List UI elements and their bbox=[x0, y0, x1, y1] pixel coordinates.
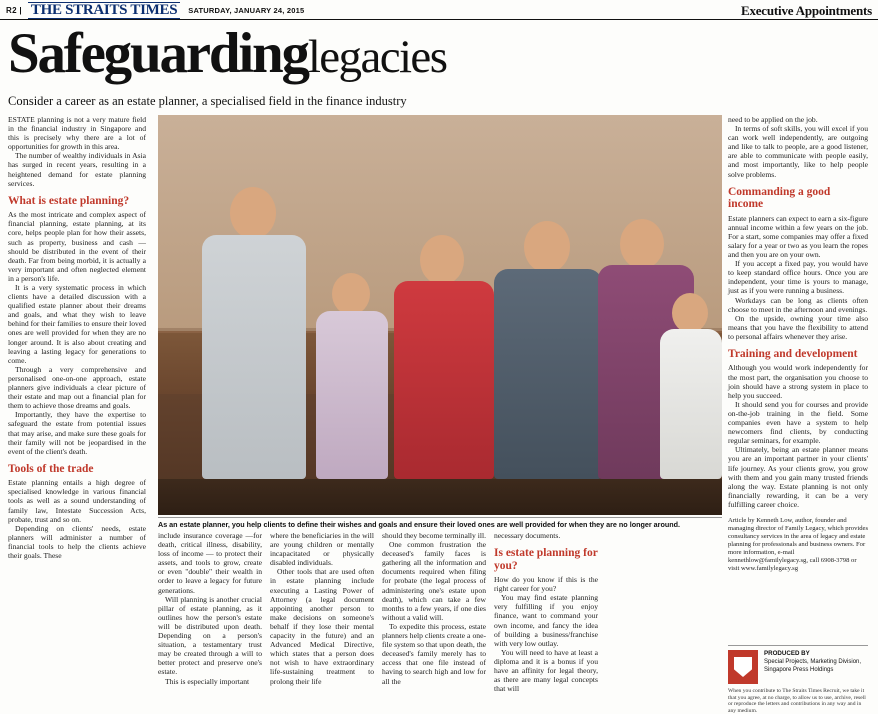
page-title bbox=[8, 22, 870, 85]
figure-grandmother bbox=[390, 229, 498, 479]
producer-lines: Special Projects, Marketing Division, Singapore Press Holdings bbox=[764, 659, 862, 673]
paragraph: On the upside, owning your time also means that you have the flexibility to attend to personal affairs whenever they arise. bbox=[728, 313, 868, 341]
paragraph: One common frustration the deceased's family faces is gathering all the information and documents required when filing for probate (the legal process of administering one's estate upon death), which can take a few months to a few years, if one dies without a valid will. bbox=[382, 540, 486, 622]
headline-bold: Safeguarding bbox=[8, 22, 308, 85]
standfirst: Consider a career as an estate planner, a specialised field in the finance industry bbox=[8, 94, 407, 108]
paragraph: Estate planning entails a high degree of specialised knowledge in various financial tools as well as a sound understanding of family law, Intestate Succession Acts, probate, trust and so on. bbox=[8, 478, 146, 524]
publication-logo: THE STRAITS TIMES bbox=[28, 2, 180, 19]
subhead-what-is-estate-planning: What is estate planning? bbox=[8, 194, 130, 207]
page-number: R2 | bbox=[6, 6, 22, 15]
paragraph: Importantly, they have the expertise to safeguard the estate from potential issues that may arise, and make sure these goals for their family will not be jeopardised in the event of the client's death. bbox=[8, 410, 146, 456]
column-4 bbox=[382, 531, 486, 686]
subhead-commanding-a-good-income: Commanding a good income bbox=[728, 185, 831, 211]
issue-date: SATURDAY, JANUARY 24, 2015 bbox=[188, 6, 305, 15]
paragraph: necessary documents. bbox=[494, 531, 561, 540]
paragraph: This is especially important bbox=[165, 676, 250, 686]
section-label: Executive Appointments bbox=[740, 2, 872, 18]
paragraph: Ultimately, being an estate planner means you are an important partner in your clients' life journey. As your clients grow, you grow with them and you gain many trusted friends along the way. Estate planning is not only financially rewarding, it can be a very fulfilling career choice. bbox=[728, 445, 868, 509]
paragraph: To expedite this process, estate planners help clients create a one-file system so that upon death, the deceased's family merely has to access that one file instead of having to search high and low for all the bbox=[382, 621, 486, 686]
paragraph: ESTATE planning is not a very mature field in the financial industry in Singapore and this is precisely why there are a lot of opportunities for growth in this area. bbox=[8, 115, 146, 152]
paragraph: Workdays can be long as clients often choose to meet in the afternoon and evenings. bbox=[728, 295, 868, 314]
figure-grandfather bbox=[488, 217, 608, 479]
subhead-training-and-development: Training and development bbox=[728, 347, 858, 360]
subhead-is-estate-planning-for-you: Is estate planning for you? bbox=[494, 547, 598, 572]
paragraph: In terms of soft skills, you will excel if you can work well independently, are outgoing and like to talk to people, are a good listener, are able to communicate with people easily, and most importantly, like to help people solve problems. bbox=[728, 124, 868, 179]
article-photo bbox=[158, 115, 722, 515]
figure-child-right bbox=[656, 289, 722, 479]
photo-floor bbox=[158, 479, 722, 515]
headline-light: legacies bbox=[307, 31, 447, 83]
author-credit: Article by Kenneth Low, author, founder and managing director of Family Legacy, which provides consultancy services in the area of legacy and estate planning for professionals and business owners. For more information, e-mail kennethlow@familylegacy.sg, call 6908-3798 or visit www.familylegacy.sg bbox=[728, 516, 869, 572]
paragraph: How do you know if this is the right career for you? bbox=[494, 575, 598, 594]
legal-notice: When you contribute to The Straits Times Recruit, we take it that you agree, at no charge, to allow us to use, archive, resell or reproduce the letters and contributions in any way and in any medium. bbox=[728, 688, 866, 714]
paragraph: should they become terminally ill. bbox=[382, 531, 486, 540]
paragraph: It is a very systematic process in which clients have a detailed discussion with a qualified estate planner about their dreams and goals, and what they wish to leave behind for their families to ensure their loved ones are well provided for when they are no longer around. It is also about creating and leaving a lasting legacy for generations to come. bbox=[8, 283, 146, 365]
column-2 bbox=[158, 531, 262, 686]
paragraph: Although you would work independently for the most part, the organisation you choose to join should have a strong system in place to help you succeed. bbox=[728, 363, 868, 400]
paragraph: You will need to have at least a diploma and it is a bonus if you have an affinity for legal theory, as there are many legal concepts that will bbox=[494, 647, 598, 694]
figure-child-left bbox=[308, 269, 396, 479]
sph-logo-icon bbox=[728, 650, 758, 684]
producer-title: PRODUCED BY bbox=[764, 650, 810, 657]
paragraph: Through a very comprehensive and personalised one-on-one approach, estate planners give individuals a clear picture of their estate and map out a financial plan for them to achieve those dreams and goals. bbox=[8, 364, 146, 411]
family-portrait-image bbox=[158, 115, 722, 515]
paragraph: Depending on clients' needs, estate planners will administer a number of financial tools to help the clients achieve their goals. These bbox=[8, 523, 146, 561]
article-grid bbox=[0, 115, 878, 694]
paragraph: where the beneficiaries in the will are young children or mentally incapacitated or physically disabled individuals. bbox=[270, 531, 374, 568]
photo-caption: As an estate planner, you help clients to define their wishes and goals and ensure their loved ones are well provided for when they are no longer around. bbox=[158, 517, 722, 529]
paragraph: Estate planners can expect to earn a six-figure annual income within a few years on the job. For a start, some companies may offer a fixed salary for a year or two as you learn the ropes and then you are on your own. bbox=[728, 213, 868, 260]
headline-block bbox=[0, 20, 878, 109]
producer-block bbox=[728, 645, 868, 684]
paragraph: Will planning is another crucial pillar of estate planning, as it outlines how the person's estate will be distributed upon death. Depending on a person's situation, a testamentary trust may be created through a will to better protect and preserve one's estate. bbox=[158, 594, 262, 677]
paragraph: The number of wealthy individuals in Asia has surged in recent years, resulting in a heightened demand for estate planning services. bbox=[8, 151, 146, 188]
paragraph: Other tools that are used often in estate planning include executing a Lasting Power of Attorney (a legal document appointing another person to make decisions on someone's behalf if they lose their mental capacity in the future) and an Advanced Medical Directive, which states that a person does not wish to have extraordinary life-sustaining treatment to prolong their life bbox=[270, 567, 374, 686]
paragraph: It should send you for courses and provide on-the-job training in the field. Some companies even have a system to help newcomers find clients, by conducting regular seminars, for example. bbox=[728, 399, 868, 446]
masthead bbox=[0, 0, 878, 20]
producer-text bbox=[764, 650, 868, 674]
column-5 bbox=[494, 531, 598, 693]
paragraph: As the most intricate and complex aspect of financial planning, estate planning, at its core, helps people plan for how their assets, such as property, business and cash — should be distributed in the event of their death. Far from being morbid, it is actually a very important and often neglected element in a person's life. bbox=[8, 210, 146, 283]
column-3 bbox=[270, 531, 374, 686]
column-1 bbox=[8, 115, 146, 560]
subhead-tools-of-the-trade: Tools of the trade bbox=[8, 462, 94, 475]
paragraph: need to be applied on the job. bbox=[728, 115, 818, 124]
paragraph: You may find estate planning very fulfilling if you enjoy finance, want to command your own income, and fancy the idea of building a business/franchise with very low outlay. bbox=[494, 593, 598, 648]
figure-father bbox=[196, 179, 316, 479]
column-6 bbox=[728, 115, 868, 573]
paragraph: If you accept a fixed pay, you would have to keep standard office hours. Once you are independent, your time is yours to manage, just as if you were running a business. bbox=[728, 259, 868, 296]
paragraph: include insurance coverage —for death, critical illness, disability, loss of income — to protect their assets, and tools to grow, create or even "double" their wealth in order to leave a legacy for future generations. bbox=[158, 531, 262, 595]
